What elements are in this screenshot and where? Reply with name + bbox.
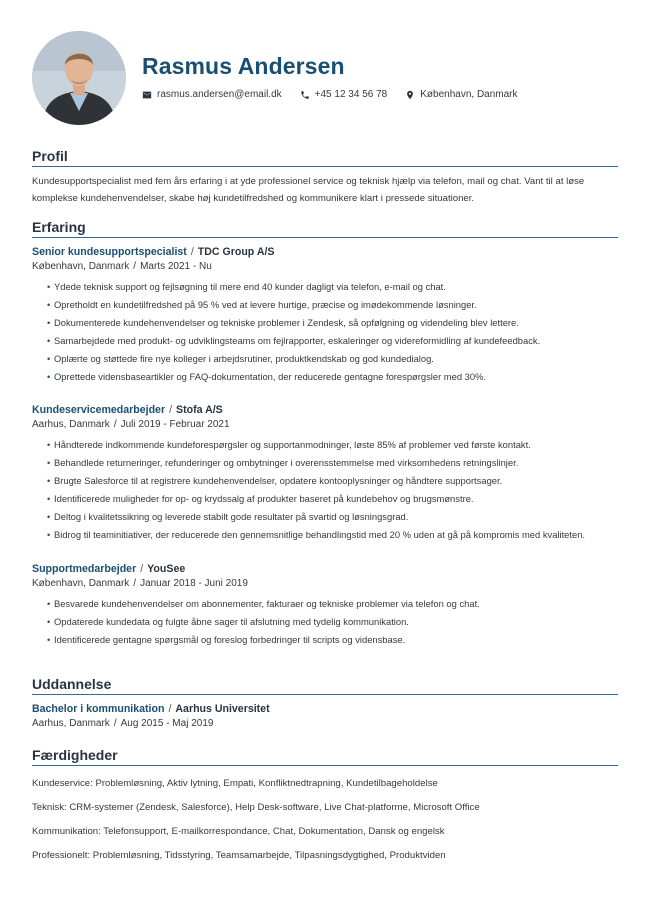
job-meta-line	[32, 576, 618, 592]
profile-photo	[32, 31, 126, 125]
contact-location	[405, 89, 517, 100]
section-uddannelse	[32, 676, 618, 732]
education-meta-line	[32, 716, 618, 732]
job-title-line	[32, 403, 618, 417]
separator: /	[113, 419, 117, 431]
job-title-line	[32, 562, 618, 576]
job-company: TDC Group A/S	[197, 246, 275, 258]
section-title-erfaring: Erfaring	[32, 219, 618, 238]
contact-row	[142, 89, 536, 100]
mail-icon	[142, 90, 152, 100]
job-title-line	[32, 245, 618, 259]
job-entry	[32, 403, 618, 543]
skills-list	[32, 772, 618, 868]
skill-line: Teknisk: CRM-systemer (Zendesk, Salesforce), Help Desk-software, Live Chat-platforme, Microsoft Office	[32, 802, 480, 813]
location-pin-icon	[405, 90, 415, 100]
list-item: • Opretholdt en kundetilfredshed på 95 % ved at levere hurtige, præcise og imødekommende løsninger.	[48, 296, 618, 314]
job-company: Stofa A/S	[176, 404, 223, 417]
job-period: Marts 2021 - Nu	[140, 261, 212, 272]
phone-text: +45 12 34 56 78	[314, 89, 388, 100]
separator: /	[133, 577, 137, 589]
separator: /	[113, 718, 117, 729]
section-profil	[32, 148, 618, 207]
education-degree: Bachelor i kommunikation	[32, 703, 165, 715]
job-bullets	[32, 595, 618, 649]
resume-header	[32, 0, 618, 128]
list-item: • Oprettede vidensbaseartikler og FAQ-dokumentation, der reducerede gentagne forespørgsler med 30%.	[48, 368, 618, 386]
skill-line: Kommunikation: Telefonsupport, E-mailkorrespondance, Chat, Dokumentation, Dansk og engelsk	[32, 826, 445, 837]
separator: /	[140, 562, 144, 575]
section-faerdigheder	[32, 747, 618, 868]
list-item: • Brugte Salesforce til at registrere kundehenvendelser, opdatere kontooplysninger og håndtere supportsager.	[48, 472, 618, 490]
job-entry	[32, 562, 618, 649]
list-item: • Behandlede returneringer, refunderinger og ombytninger i overensstemmelse med virksomhedens retningslinjer.	[48, 454, 618, 472]
job-location: Aarhus, Danmark	[32, 419, 110, 431]
separator: /	[168, 703, 172, 715]
job-meta-line	[32, 259, 618, 275]
list-item: • Oplærte og støttede fire nye kolleger i arbejdsrutiner, produktkendskab og god kundedialog.	[48, 350, 618, 368]
list-item: • Bidrog til teaminitiativer, der reducerede den gennemsnitlige behandlingstid med 20 % uden at gå på kompromis med kvaliteten.	[48, 526, 618, 544]
job-period: Juli 2019 - Februar 2021	[120, 419, 230, 431]
section-title-profil: Profil	[32, 148, 618, 167]
person-photo-icon	[32, 31, 126, 125]
list-item: • Håndterede indkommende kundeforespørgsler og supportanmodninger, løste 85% af problemer ved første kontakt.	[48, 436, 618, 454]
skill-line: Kundeservice: Problemløsning, Aktiv lytning, Empati, Konfliktnedtrapning, Kundetilbageholdelse	[32, 778, 438, 789]
job-meta-line	[32, 417, 618, 433]
list-item: • Dokumenterede kundehenvendelser og tekniske problemer i Zendesk, så opfølgning og videndeling blev lettere.	[48, 314, 618, 332]
section-erfaring	[32, 219, 618, 649]
phone-icon	[300, 90, 310, 100]
job-bullets	[32, 436, 618, 543]
contact-phone[interactable]	[300, 89, 388, 100]
contact-email[interactable]	[142, 89, 282, 100]
education-title-line	[32, 702, 618, 716]
list-item: • Identificerede gentagne spørgsmål og foreslog forbedringer til scripts og vidensbase.	[48, 631, 618, 649]
job-period: Januar 2018 - Juni 2019	[140, 577, 248, 589]
candidate-name: Rasmus Andersen	[142, 53, 345, 79]
separator: /	[133, 261, 137, 272]
job-bullets	[32, 278, 618, 385]
section-title-uddannelse: Uddannelse	[32, 676, 618, 695]
education-location: Aarhus, Danmark	[32, 718, 110, 729]
section-title-faerdigheder: Færdigheder	[32, 747, 618, 766]
job-location: København, Danmark	[32, 577, 130, 589]
job-company: YouSee	[147, 562, 186, 575]
job-role: Kundeservicemedarbejder	[32, 404, 166, 417]
list-item: • Identificerede muligheder for op- og krydssalg af produkter baseret på kundebehov og brugsmønstre.	[48, 490, 618, 508]
location-text: København, Danmark	[420, 89, 518, 100]
skill-line: Professionelt: Problemløsning, Tidsstyring, Teamsamarbejde, Tilpasningsdygtighed, Produktviden	[32, 850, 446, 861]
job-location: København, Danmark	[32, 261, 130, 272]
education-entry	[32, 702, 618, 732]
list-item: • Opdaterede kundedata og fulgte åbne sager til afslutning med tydelig kommunikation.	[48, 613, 618, 631]
education-period: Aug 2015 - Maj 2019	[120, 718, 214, 729]
list-item: • Besvarede kundehenvendelser om abonnementer, fakturaer og tekniske problemer via telefon og chat.	[48, 595, 618, 613]
job-role: Supportmedarbejder	[32, 562, 137, 575]
separator: /	[169, 404, 173, 417]
job-entry	[32, 245, 618, 385]
email-text: rasmus.andersen@email.dk	[157, 89, 282, 100]
list-item: • Ydede teknisk support og fejlsøgning til mere end 40 kunder dagligt via telefon, e-mail og chat.	[48, 278, 618, 296]
profile-summary: Kundesupportspecialist med fem års erfaring i at yde professionel service og teknisk hjælp via telefon, mail og chat. Vant til at løse komplekse kundehenvendelser, skabe høj kundetilfredshed og kommunikere klart i pressede situationer.	[32, 176, 585, 204]
separator: /	[190, 246, 194, 258]
list-item: • Deltog i kvalitetssikring og leverede stabilt gode resultater på svartid og løsningsgrad.	[48, 508, 618, 526]
education-school: Aarhus Universitet	[175, 703, 270, 715]
job-role: Senior kundesupportspecialist	[32, 246, 187, 258]
list-item: • Samarbejdede med produkt- og udviklingsteams om fejlrapporter, eskaleringer og videreformidling af kundefeedback.	[48, 332, 618, 350]
